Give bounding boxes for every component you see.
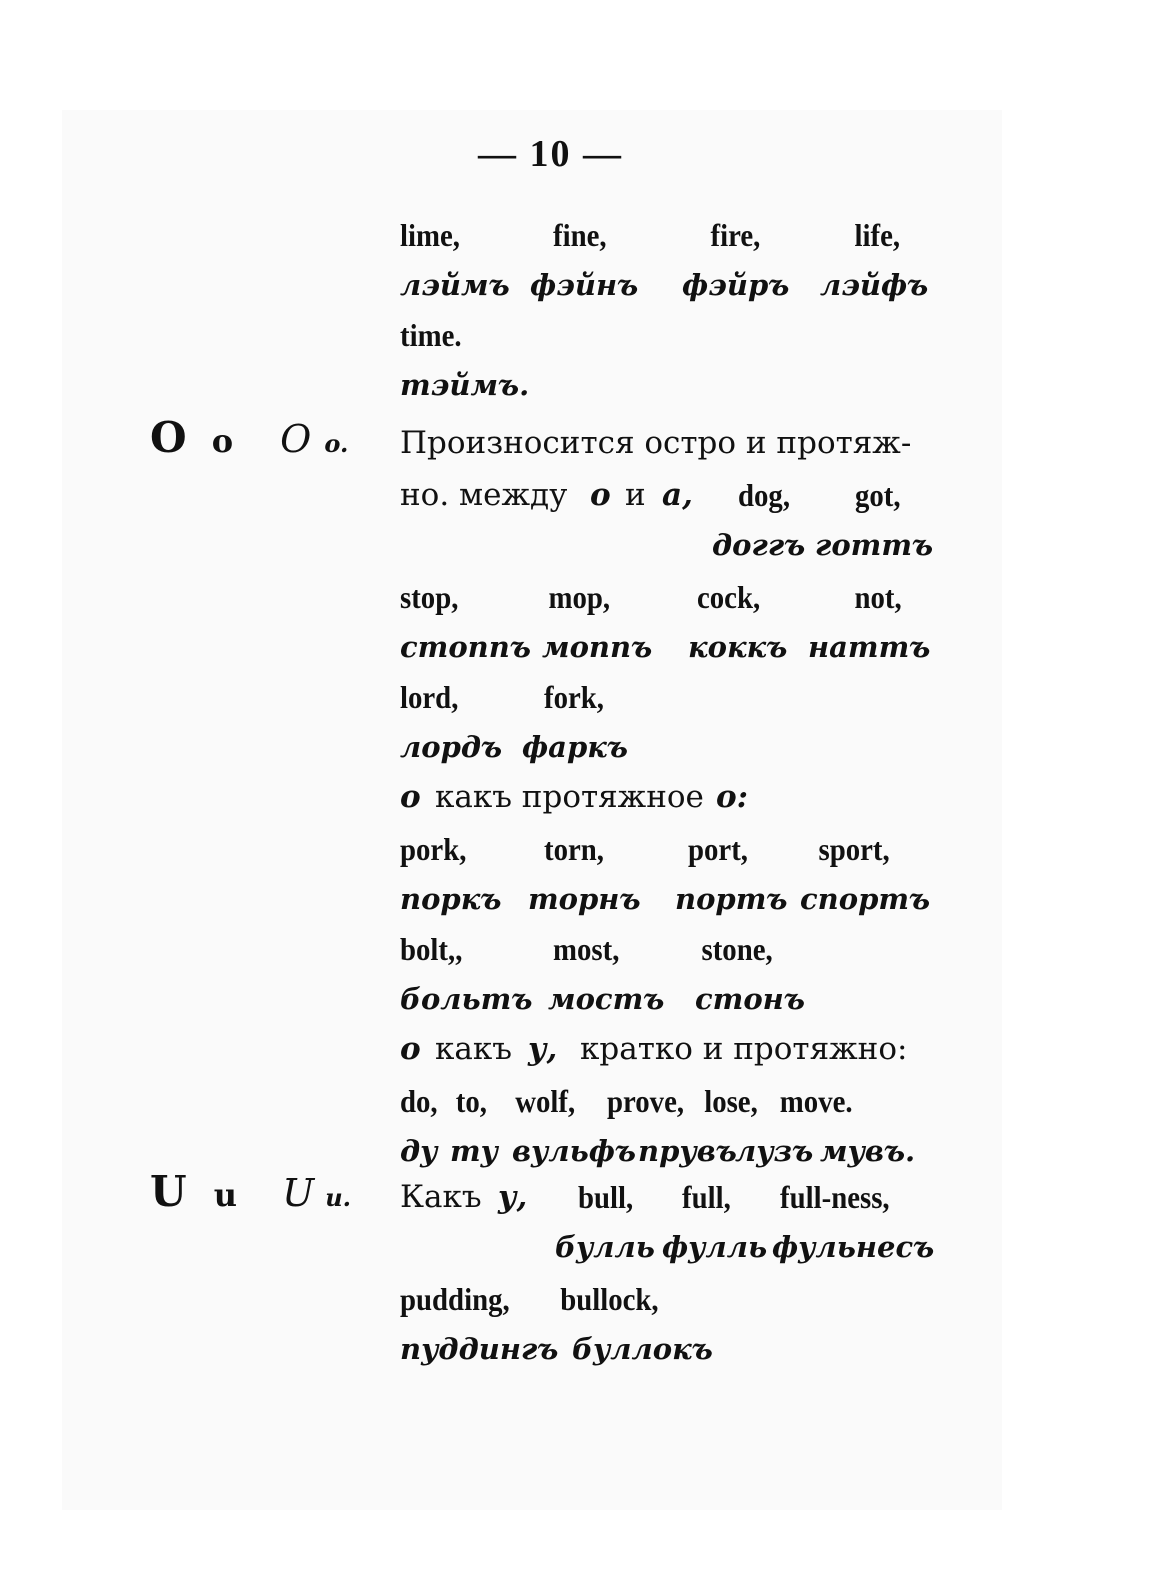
word-row xyxy=(400,1078,859,1124)
italic-letter: а, xyxy=(662,477,693,513)
transcription-row xyxy=(400,522,934,568)
word: pudding, xyxy=(400,1281,510,1317)
transcription: фульнесъ xyxy=(772,1230,935,1264)
description-text: какъ xyxy=(435,1031,512,1067)
transcription-row xyxy=(400,1224,935,1270)
word: stone, xyxy=(701,931,773,967)
script-capital-u: U xyxy=(282,1171,315,1215)
lowercase-o: o xyxy=(211,422,234,460)
lowercase-u: u xyxy=(213,1176,237,1214)
gothic-capital-u: U xyxy=(150,1167,187,1216)
word: lime, xyxy=(400,217,460,253)
transcription: фэйнъ xyxy=(530,268,639,302)
word: mop, xyxy=(548,579,611,615)
letter-u-heading xyxy=(150,1162,351,1222)
transcription: портъ xyxy=(675,882,788,916)
transcription: мостъ xyxy=(548,982,665,1016)
word: lord, xyxy=(400,679,459,715)
transcription: больтъ xyxy=(400,982,533,1016)
transcription: моппъ xyxy=(542,630,653,664)
page-number: — 10 — xyxy=(478,133,623,175)
transcription: ду xyxy=(400,1134,438,1168)
word-row xyxy=(400,574,902,620)
word: to, xyxy=(455,1083,487,1119)
word-row xyxy=(400,1276,859,1322)
transcription: мувъ. xyxy=(820,1134,916,1168)
word: life, xyxy=(854,217,901,253)
transcription: стонъ xyxy=(695,982,805,1016)
word: torn, xyxy=(544,831,604,867)
transcription-row xyxy=(400,876,931,922)
transcription: готтъ xyxy=(815,528,934,562)
transcription: коккъ xyxy=(688,630,788,664)
description-line xyxy=(400,774,910,820)
script-lowercase-o: o. xyxy=(324,429,349,458)
word: bolt,, xyxy=(400,931,463,967)
transcription-row xyxy=(400,724,910,770)
transcription-row xyxy=(400,262,929,308)
word: wolf, xyxy=(515,1083,576,1119)
word: full-ness, xyxy=(780,1179,890,1215)
description-text: Какъ xyxy=(400,1179,482,1215)
word: bullock, xyxy=(560,1281,659,1317)
transcription-row xyxy=(400,624,931,670)
transcription: доггъ xyxy=(712,528,806,562)
transcription: прувъ xyxy=(638,1134,737,1168)
word: stop, xyxy=(400,579,459,615)
transcription: булль xyxy=(555,1230,655,1264)
transcription-row xyxy=(400,1326,910,1372)
word: prove, xyxy=(607,1083,685,1119)
italic-letter: о xyxy=(400,1031,421,1067)
word: most, xyxy=(553,931,620,967)
transcription: лэйфъ xyxy=(820,268,929,302)
description-text: какъ протяжное xyxy=(435,779,704,815)
word: lose, xyxy=(704,1083,758,1119)
italic-letter: о xyxy=(400,779,421,815)
script-capital-o: O xyxy=(280,417,312,461)
word: bull, xyxy=(578,1179,634,1215)
word-row xyxy=(400,674,859,720)
italic-letter: у, xyxy=(498,1179,528,1215)
word: fork, xyxy=(544,679,604,715)
word: port, xyxy=(688,831,748,867)
word: full, xyxy=(682,1179,731,1215)
word-row xyxy=(400,312,859,358)
word-row xyxy=(400,1174,910,1220)
transcription: фаркъ xyxy=(522,730,628,764)
description-text: Произносится остро и протяж- xyxy=(400,425,912,461)
description-line xyxy=(400,420,910,466)
word: pork, xyxy=(400,831,467,867)
italic-letter: о xyxy=(590,477,611,513)
transcription: вульфъ xyxy=(512,1134,636,1168)
transcription: ту xyxy=(450,1134,499,1168)
transcription-row xyxy=(400,362,910,408)
word: fire, xyxy=(710,217,761,253)
transcription: стоппъ xyxy=(400,630,531,664)
description-text: и xyxy=(625,477,646,513)
word-row xyxy=(400,212,901,258)
word: fine, xyxy=(553,217,607,253)
word: cock, xyxy=(697,579,761,615)
script-lowercase-u: u. xyxy=(325,1183,352,1212)
transcription: лэймъ xyxy=(400,268,510,302)
letter-o-heading xyxy=(150,408,348,468)
transcription-row xyxy=(400,976,910,1022)
transcription: тэймъ. xyxy=(400,368,530,402)
transcription-row xyxy=(400,1128,916,1174)
transcription: пуддингъ xyxy=(400,1332,559,1366)
word: dog, xyxy=(738,477,791,513)
word: sport, xyxy=(818,831,890,867)
word-row xyxy=(400,926,859,972)
transcription: наттъ xyxy=(808,630,931,664)
transcription: лузъ xyxy=(735,1134,814,1168)
word: move. xyxy=(779,1083,853,1119)
word: do, xyxy=(400,1083,438,1119)
transcription: буллокъ xyxy=(572,1332,713,1366)
transcription: фэйръ xyxy=(682,268,790,302)
transcription: торнъ xyxy=(528,882,641,916)
gothic-capital-o: O xyxy=(150,413,187,462)
description-line xyxy=(400,472,910,518)
word: not, xyxy=(854,579,902,615)
description-text: кратко и протяжно: xyxy=(580,1031,908,1067)
italic-letter: о: xyxy=(716,779,749,815)
transcription: спортъ xyxy=(800,882,931,916)
description-text: но. между xyxy=(400,477,568,513)
word: time. xyxy=(400,317,462,353)
transcription: фулль xyxy=(662,1230,768,1264)
transcription: лордъ xyxy=(400,730,503,764)
description-line xyxy=(400,1026,910,1072)
word: got, xyxy=(855,477,901,513)
italic-letter: у, xyxy=(528,1031,558,1067)
word-row xyxy=(400,826,890,872)
transcription: поркъ xyxy=(400,882,502,916)
